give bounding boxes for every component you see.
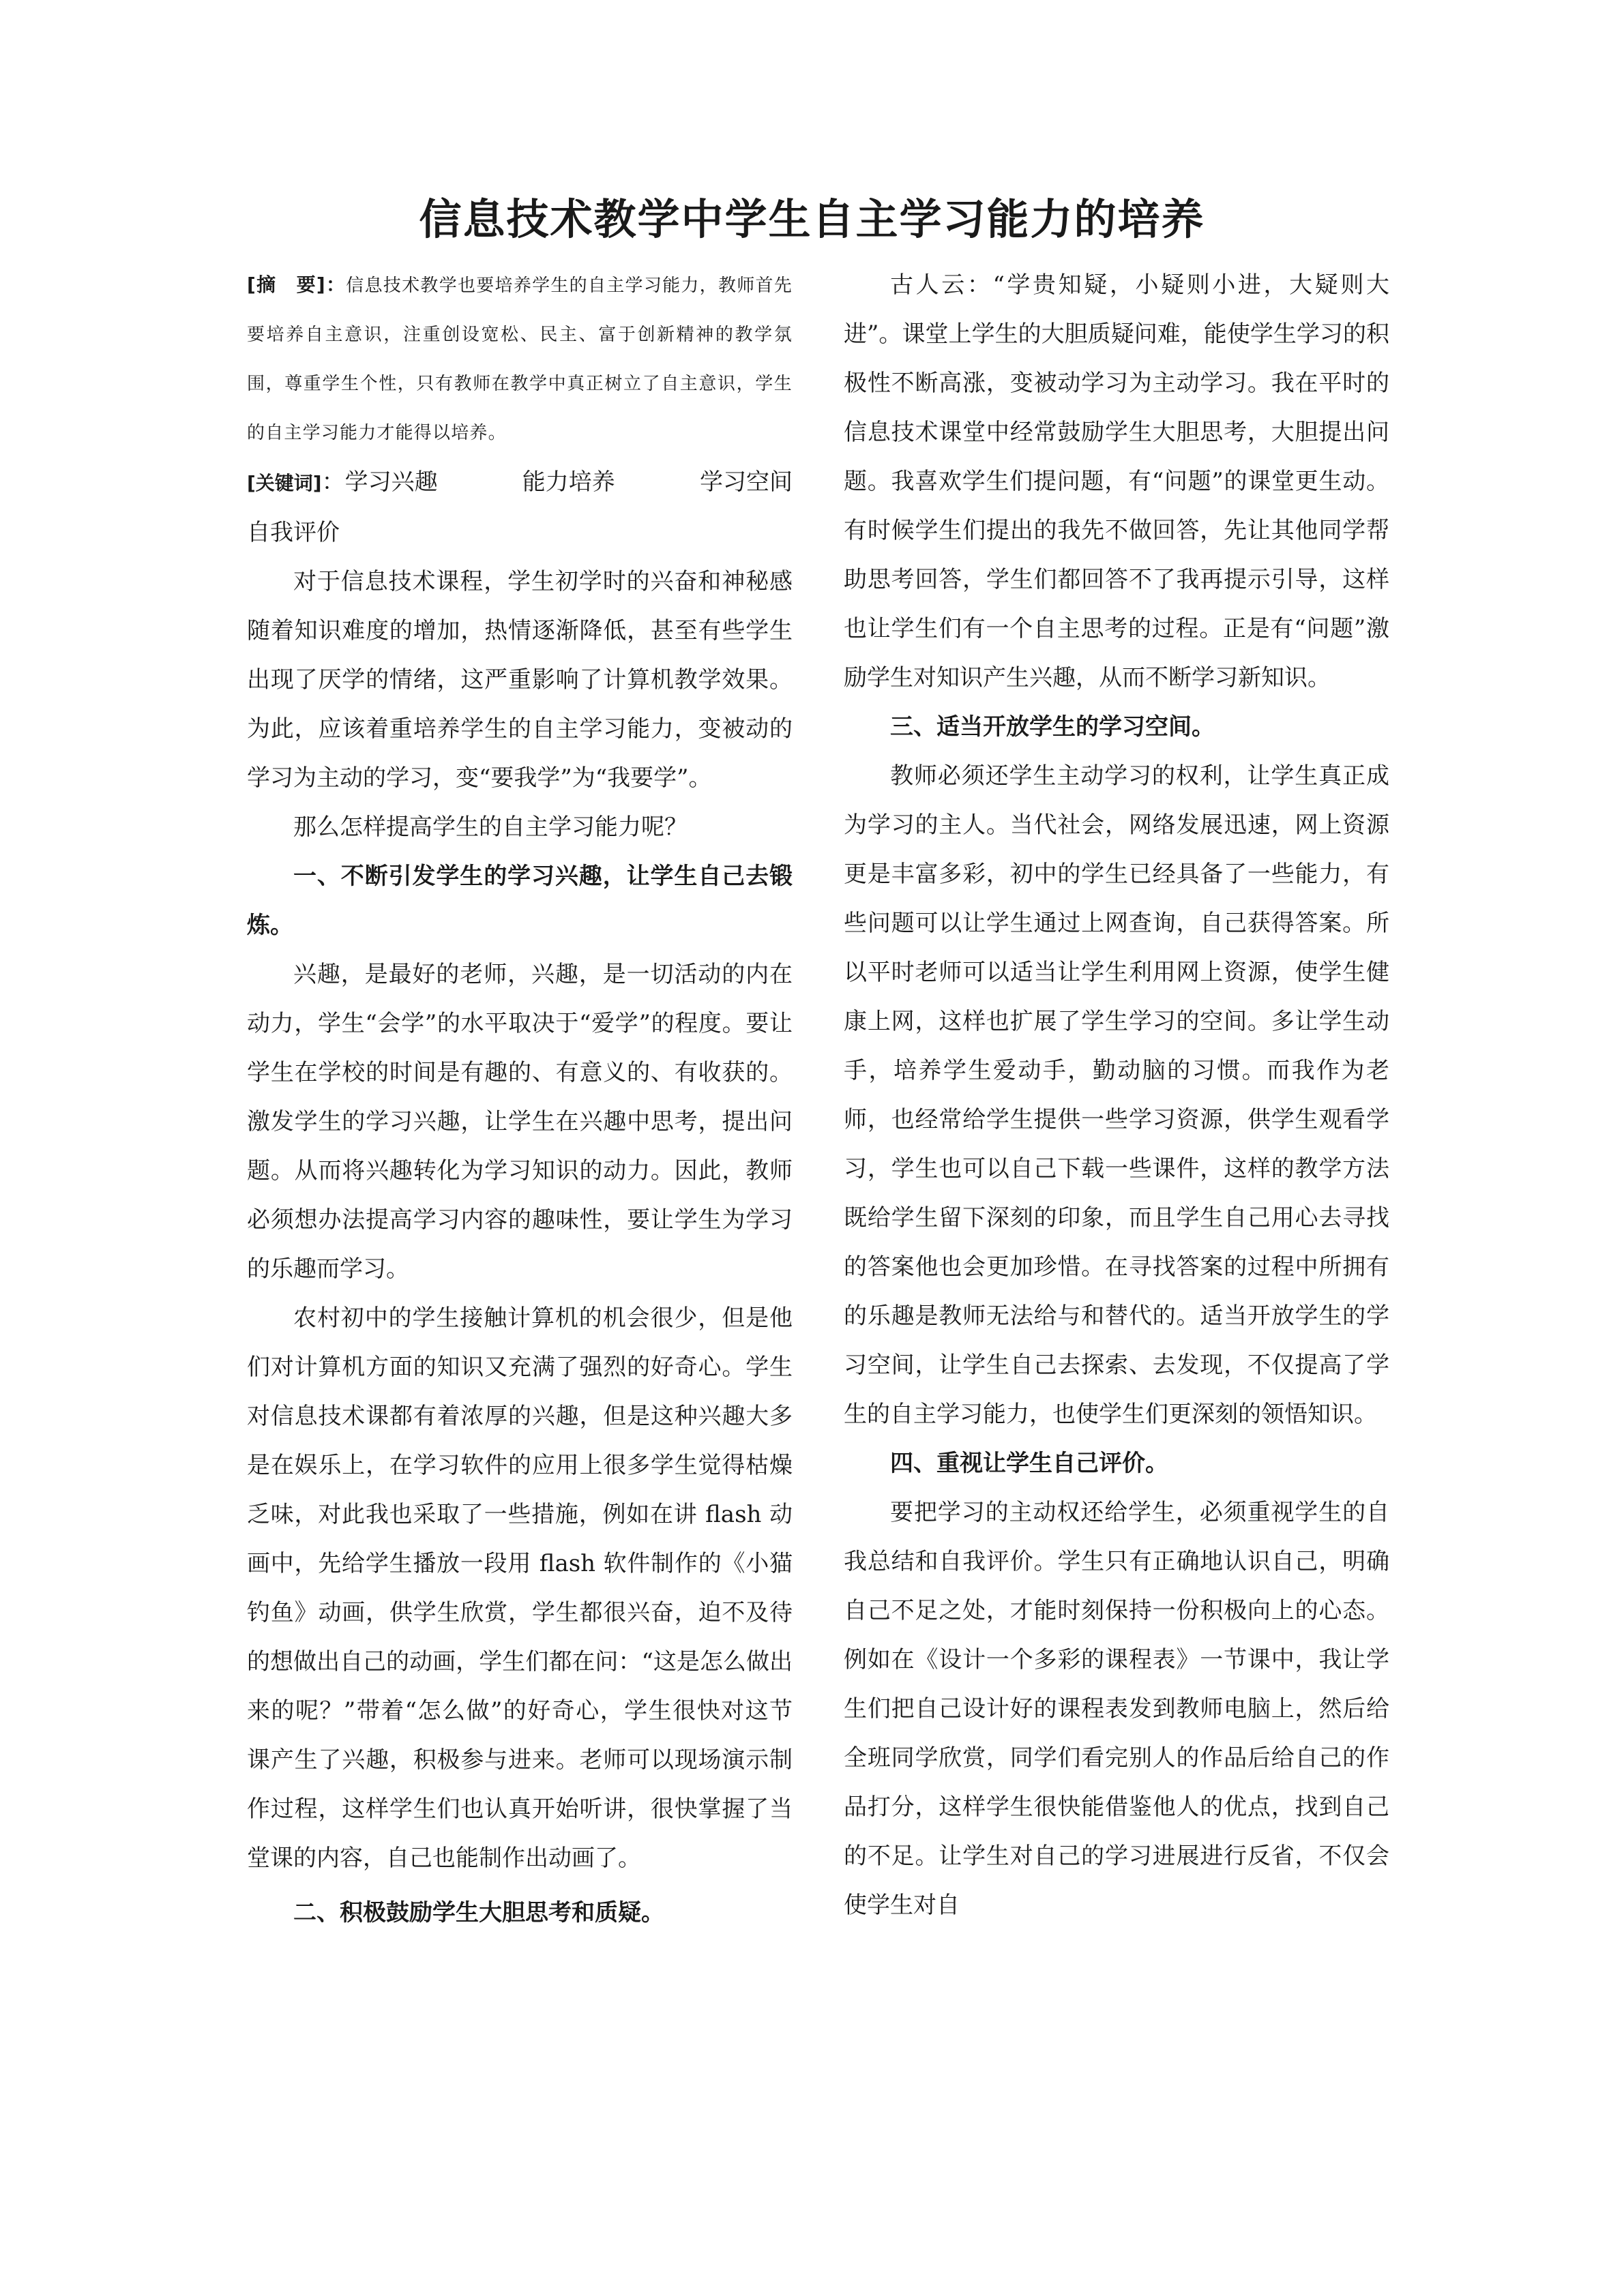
abstract-text: 信息技术教学也要培养学生的自主学习能力，教师首先要培养自主意识，注重创设宽松、民主、富于创新精神的教学氛围，尊重学生个性，只有教师在教学中真正树立了自主意识，学生的自主学习能力才能得以培养。 [247,275,793,443]
keyword-item: 学习空间 [699,468,793,496]
abstract [247,260,793,458]
keyword-item: 自我评价 [247,519,340,546]
paragraph: 古人云：“学贵知疑，小疑则小进，大疑则大进”。课堂上学生的大胆质疑问难，能使学生学习的积极性不断高涨，变被动学习为主动学习。我在平时的信息技术课堂中经常鼓励学生大胆思考，大胆提出问题。我喜欢学生们提问题，有“问题”的课堂更生动。有时候学生们提出的我先不做回答，先让其他同学帮助思考回答，学生们都回答不了我再提示引导，这样也让学生们有一个自主思考的过程。正是有“问题”激励学生对知识产生兴趣，从而不断学习新知识。 [844,271,1389,691]
keywords-lead [247,458,438,508]
section-heading: 四、重视让学生自己评价。 [890,1450,1168,1477]
keyword-item: 学习兴趣 [344,468,438,496]
article-title: 信息技术教学中学生自主学习能力的培养 [419,194,1205,244]
abstract-label: [摘 要]： [247,273,346,296]
section-heading: 一、不断引发学生的学习兴趣，让学生自己去锻炼。 [247,863,793,939]
paragraph: 兴趣，是最好的老师，兴趣，是一切活动的内在动力，学生“会学”的水平取决于“爱学”的程度。要让学生在学校的时间是有趣的、有意义的、有收获的。激发学生的学习兴趣，让学生在兴趣中思考，提出问题。从而将兴趣转化为学习知识的动力。因此，教师必须想办法提高学习内容的趣味性，要让学生为学习的乐趣而学习。 [247,961,793,1283]
left-column [247,260,793,1937]
keywords [247,458,793,557]
right-column [844,260,1389,1930]
paragraph: 那么怎样提高学生的自主学习能力呢？ [293,814,688,841]
paragraph: 对于信息技术课程，学生初学时的兴奋和神秘感随着知识难度的增加，热情逐渐降低，甚至有些学生出现了厌学的情绪，这严重影响了计算机教学效果。为此，应该着重培养学生的自主学习能力，变被动的学习为主动的学习，变“要我学”为“我要学”。 [247,568,793,792]
keywords-sep: ： [321,468,345,496]
keyword-item: 能力培养 [522,468,615,496]
keywords-label: [关键词] [247,472,322,494]
paragraph: 农村初中的学生接触计算机的机会很少，但是他们对计算机方面的知识又充满了强烈的好奇心。学生对信息技术课都有着浓厚的兴趣，但是这种兴趣大多是在娱乐上，在学习软件的应用上很多学生觉得枯燥乏味，对此我也采取了一些措施，例如在讲 flash 动画中，先给学生播放一段用 flash 软件制作的《小猫钓鱼》动画，供学生欣赏，学生都很兴奋，迫不及待的想做出自己的动画，学生们都在问：“这是怎么做出来的呢？”带着“怎么做”的好奇心，学生很快对这节课产生了兴趣，积极参与进来。老师可以现场演示制作过程，这样学生们也认真开始听讲，很快掌握了当堂课的内容，自己也能制作出动画了。 [247,1304,793,1872]
section-heading: 三、适当开放学生的学习空间。 [890,713,1215,741]
section-heading: 二、积极鼓励学生大胆思考和质疑。 [293,1899,664,1926]
keywords-row [247,458,793,508]
paragraph: 教师必须还学生主动学习的权利，让学生真正成为学习的主人。当代社会，网络发展迅速，网上资源更是丰富多彩，初中的学生已经具备了一些能力，有些问题可以让学生通过上网查询，自己获得答案。所以平时老师可以适当让学生利用网上资源，使学生健康上网，这样也扩展了学生学习的空间。多让学生动手，培养学生爱动手，勤动脑的习惯。而我作为老师，也经常给学生提供一些学习资源，供学生观看学习，学生也可以自己下载一些课件，这样的教学方法既给学生留下深刻的印象，而且学生自己用心去寻找的答案他也会更加珍惜。在寻找答案的过程中所拥有的乐趣是教师无法给与和替代的。适当开放学生的学习空间，让学生自己去探索、去发现，不仅提高了学生的自主学习能力，也使学生们更深刻的领悟知识。 [844,762,1389,1428]
paragraph: 要把学习的主动权还给学生，必须重视学生的自我总结和自我评价。学生只有正确地认识自己，明确自己不足之处，才能时刻保持一份积极向上的心态。例如在《设计一个多彩的课程表》一节课中，我让学生们把自己设计好的课程表发到教师电脑上，然后给全班同学欣赏，同学们看完别人的作品后给自己的作品打分，这样学生很快能借鉴他人的优点，找到自己的不足。让学生对自己的学习进展进行反省，不仅会使学生对自 [844,1499,1389,1919]
